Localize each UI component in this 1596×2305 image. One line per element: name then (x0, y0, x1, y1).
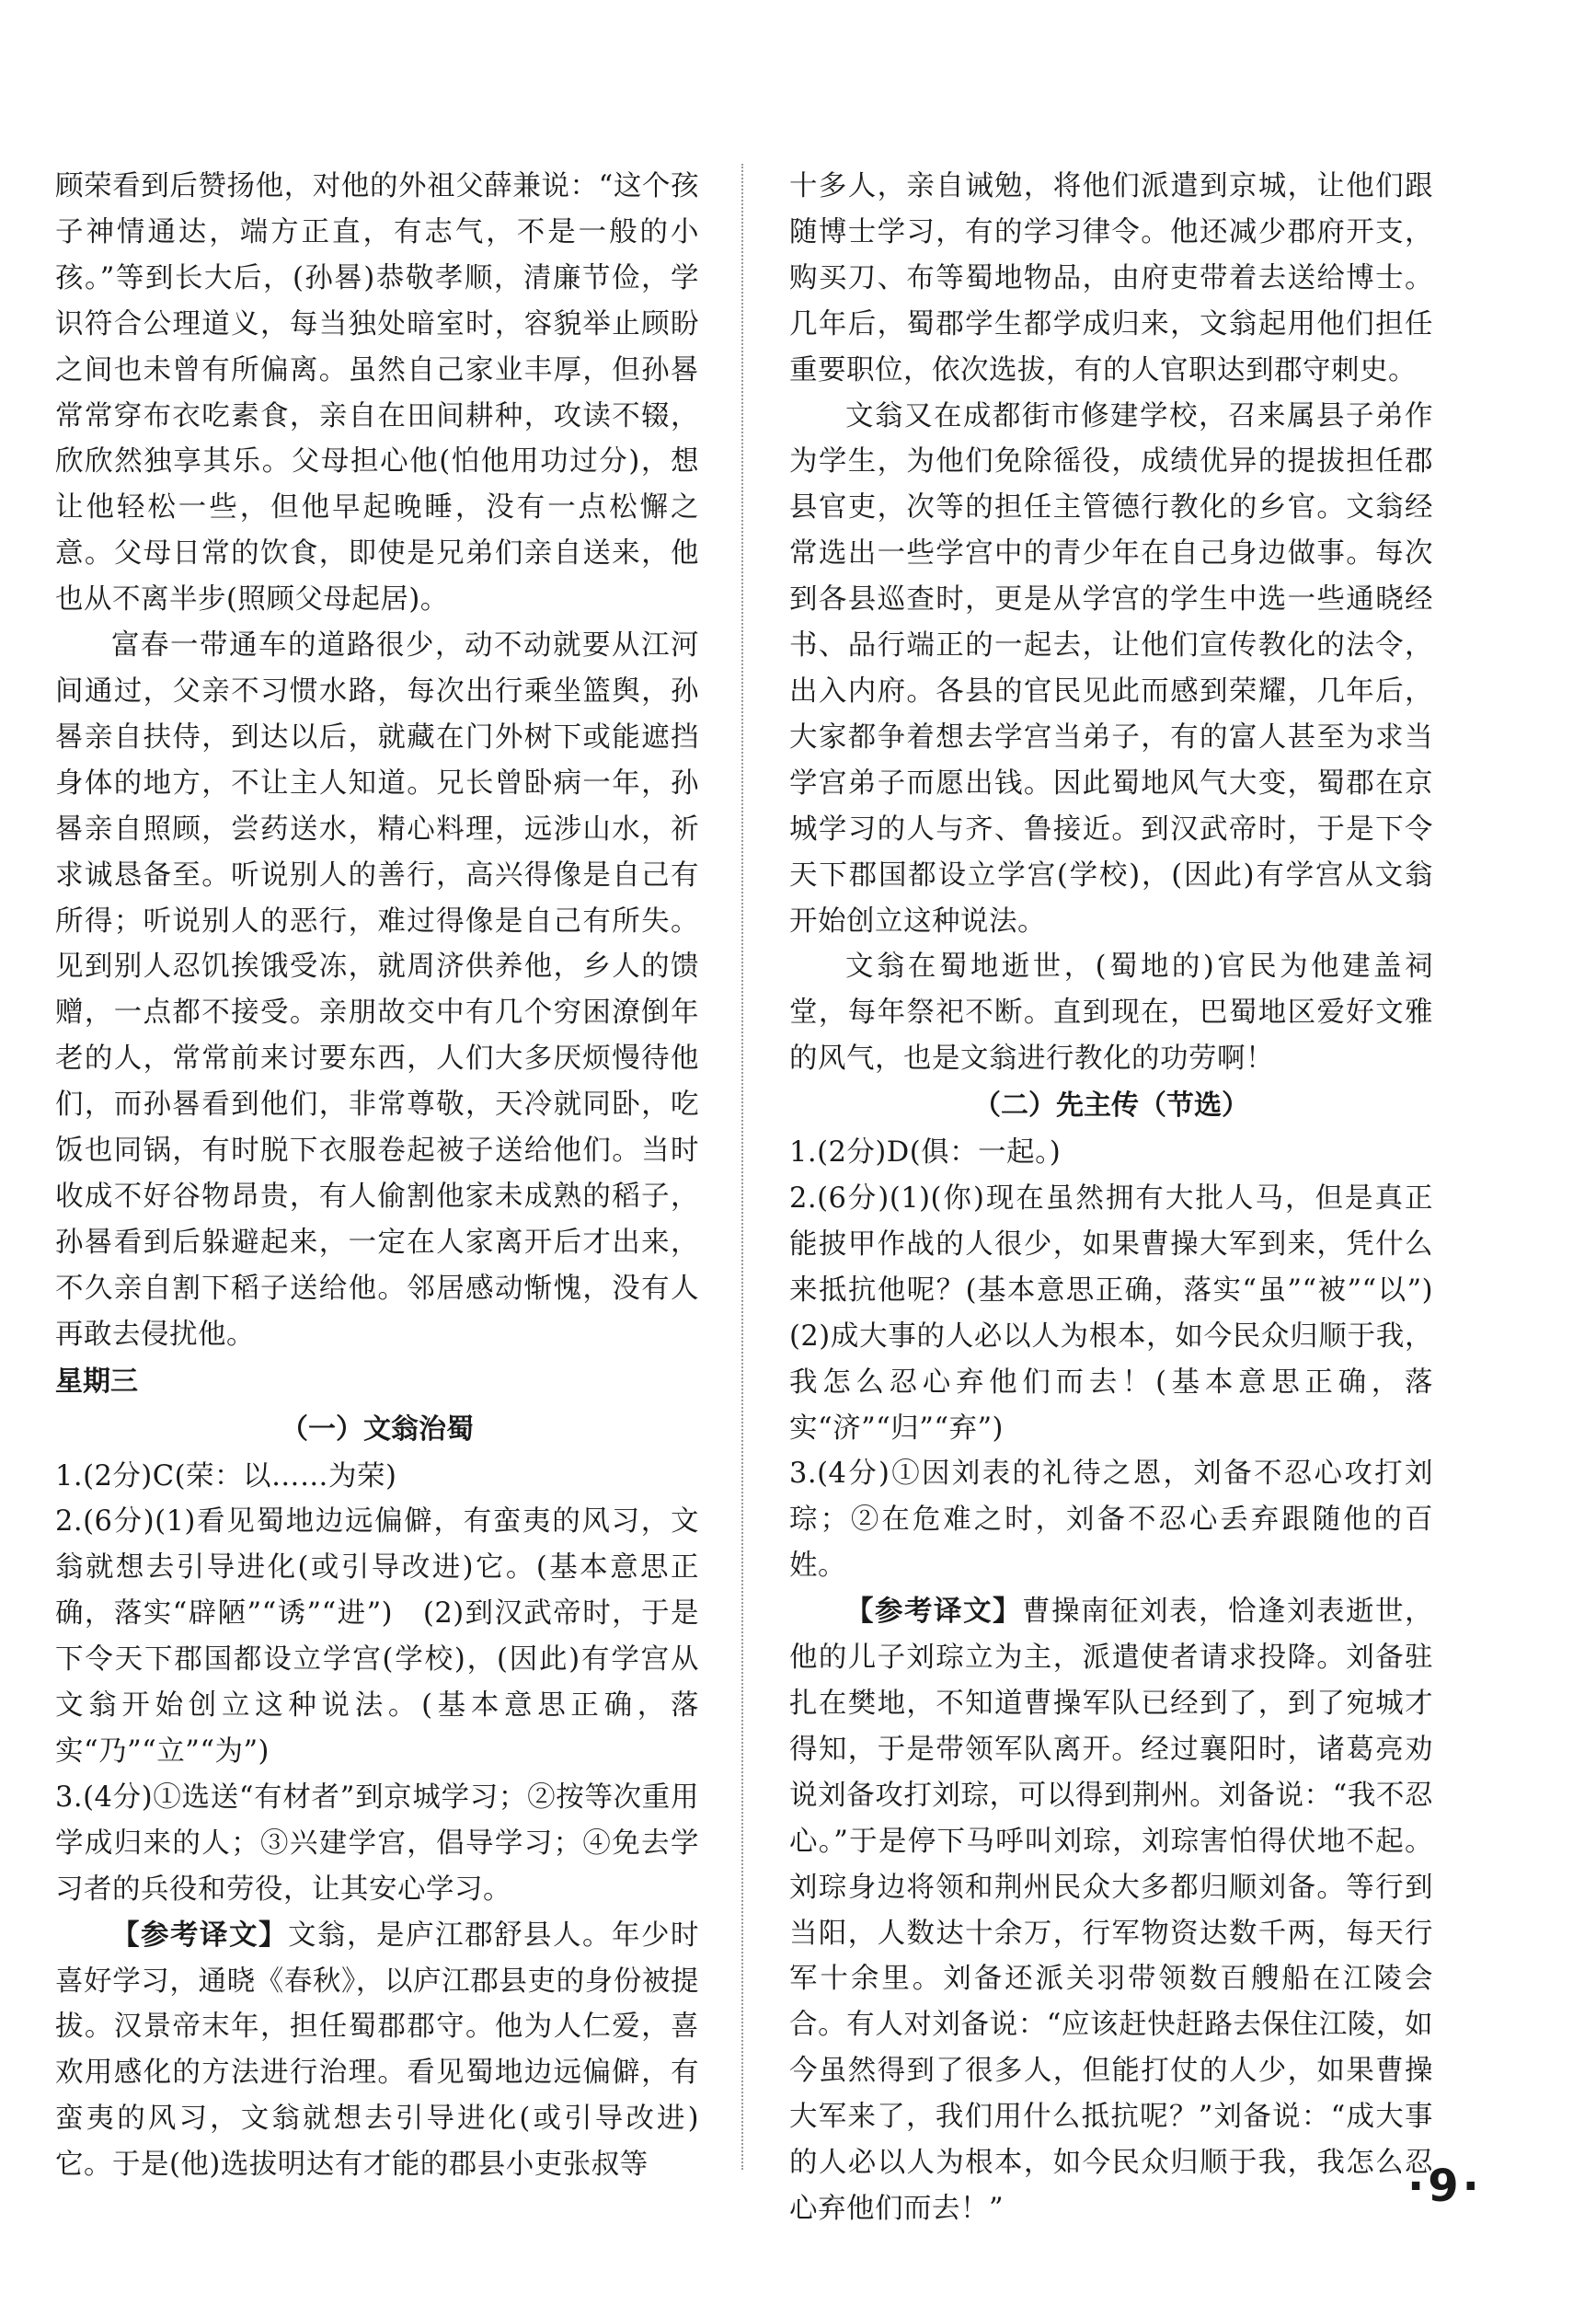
right-paragraph-1: 十多人，亲自诫勉，将他们派遣到京城，让他们跟随博士学习，有的学习律令。他还减少郡府开支，购买刀、布等蜀地物品，由府吏带着去送给博士。几年后，蜀郡学生都学成归来，文翁起用他们担任重要职位，依次选拔，有的人官职达到郡守刺史。 (789, 170, 1433, 386)
column-divider (741, 164, 743, 2170)
answer-3: 3.(4分)①选送“有材者”到京城学习；②按等次重用学成归来的人；③兴建学宫，倡导学习；④免去学习者的兵役和劳役，让其安心学习。 (55, 1781, 699, 1906)
reference-text: 曹操南征刘表，恰逢刘表逝世，他的儿子刘琮立为主，派遣使者请求投降。刘备驻扎在樊地，不知道曹操军队已经到了，到了宛城才得知，于是带领军队离开。经过襄阳时，诸葛亮劝说刘备攻打刘琮，可以得到荆州。刘备说：“我不忍心。”于是停下马呼叫刘琮，刘琮害怕得伏地不起。刘琮身边将领和荆州民众大多都归顺刘备。等行到当阳，人数达十余万，行军物资达数千两，每天行军十余里。刘备还派关羽带领数百艘船在江陵会合。有人对刘备说：“应该赶快赶路去保住江陵，如今虽然得到了很多人，但能打仗的人少，如果曹操大军来了，我们用什么抵抗呢？”刘备说：“成大事的人必以人为根本，如今民众归顺于我，我怎么忍心弃他们而去！” (789, 1596, 1433, 2225)
reference-translation-1 (55, 1913, 699, 2188)
answer-2: 2.(6分)(1)看见蜀地边远偏僻，有蛮夷的风习，文翁就想去引导进化(或引导改进)它。(基本意思正确，落实“辟陋”“诱”“进”) (2)到汉武帝时，于是下令天下郡国都设立学宫(学校)，(因此)有学宫从文翁开始创立这种说法。(基本意思正确，落实“乃”“立”“为”) (55, 1505, 699, 1768)
reference-text: 文翁，是庐江郡舒县人。年少时喜好学习，通晓《春秋》，以庐江郡县吏的身份被提拔。汉景帝末年，担任蜀郡郡守。他为人仁爱，喜欢用感化的方法进行治理。看见蜀地边远偏僻，有蛮夷的风习，文翁就想去引导进化(或引导改进)它。于是(他)选拔明达有才能的郡县小吏张叔等 (55, 1919, 699, 2182)
right-paragraph-3: 文翁在蜀地逝世，(蜀地的)官民为他建盖祠堂，每年祭祀不断。直到现在，巴蜀地区爱好文雅的风气，也是文翁进行教化的功劳啊！ (789, 951, 1433, 1076)
answer-2: 2.(6分)(1)(你)现在虽然拥有大批人马，但是真正能披甲作战的人很少，如果曹操大军到来，凭什么来抵抗他呢？(基本意思正确，落实“虽”“被”“以”) (2)成大事的人必以人为根本，如今民众归顺于我，我怎么忍心弃他们而去！(基本意思正确，落实“济”“归”“弃”) (789, 1182, 1462, 1445)
right-column (789, 164, 1462, 2232)
left-column (55, 164, 699, 2188)
left-paragraph-1: 顾荣看到后赞扬他，对他的外祖父薛兼说：“这个孩子神情通达，端方正直，有志气，不是一般的小孩。”等到长大后，(孙晷)恭敬孝顺，清廉节俭，学识符合公理道义，每当独处暗室时，容貌举止顾盼之间也未曾有所偏离。虽然自己家业丰厚，但孙晷常常穿布衣吃素食，亲自在田间耕种，攻读不辍，欣欣然独享其乐。父母担心他(怕他用功过分)，想让他轻松一些，但他早起晚睡，没有一点松懈之意。父母日常的饮食，即使是兄弟们亲自送来，他也从不离半步(照顾父母起居)。 (55, 170, 699, 617)
page-number: ·9· (1407, 2161, 1483, 2212)
answer-1: 1.(2分)D(俱：一起。) (789, 1136, 1062, 1170)
reference-translation-2 (789, 1589, 1433, 2232)
section-title-2: （二）先主传（节选） (973, 1089, 1249, 1123)
reference-label: 【参考译文】 (111, 1919, 288, 1952)
left-paragraph-2: 富春一带通车的道路很少，动不动就要从江河间通过，父亲不习惯水路，每次出行乘坐篮舆，孙晷亲自扶侍，到达以后，就藏在门外树下或能遮挡身体的地方，不让主人知道。兄长曾卧病一年，孙晷亲自照顾，尝药送水，精心料理，远涉山水，祈求诚恳备至。听说别人的善行，高兴得像是自己有所得；听说别人的恶行，难过得像是自己有所失。见到别人忍饥挨饿受冻，就周济供养他，乡人的馈赠，一点都不接受。亲朋故交中有几个穷困潦倒年老的人，常常前来讨要东西，人们大多厌烦慢待他们，而孙晷看到他们，非常尊敬，天冷就同卧，吃饭也同锅，有时脱下衣服卷起被子送给他们。当时收成不好谷物昂贵，有人偷割他家未成熟的稻子，孙晷看到后躲避起来，一定在人家离开后才出来，不久亲自割下稻子送给他。邻居感动惭愧，没有人再敢去侵扰他。 (55, 629, 699, 1351)
day-heading: 星期三 (55, 1365, 138, 1398)
answer-1: 1.(2分)C(荣：以……为荣) (55, 1459, 397, 1492)
section-title-1: （一）文翁治蜀 (281, 1412, 474, 1446)
reference-label: 【参考译文】 (845, 1596, 1022, 1629)
answer-3: 3.(4分)①因刘表的礼待之恩，刘备不忍心攻打刘琮；②在危难之时，刘备不忍心丢弃跟随他的百姓。 (789, 1458, 1433, 1583)
right-paragraph-2: 文翁又在成都街市修建学校，召来属县子弟作为学生，为他们免除徭役，成绩优异的提拔担任郡县官吏，次等的担任主管德行教化的乡官。文翁经常选出一些学宫中的青少年在自己身边做事。每次到各县巡查时，更是从学宫的学生中选一些通晓经书、品行端正的一起去，让他们宣传教化的法令，出入内府。各县的官民见此而感到荣耀，几年后，大家都争着想去学宫当弟子，有的富人甚至为求当学宫弟子而愿出钱。因此蜀地风气大变，蜀郡在京城学习的人与齐、鲁接近。到汉武帝时，于是下令天下郡国都设立学宫(学校)，(因此)有学宫从文翁开始创立这种说法。 (789, 399, 1433, 938)
